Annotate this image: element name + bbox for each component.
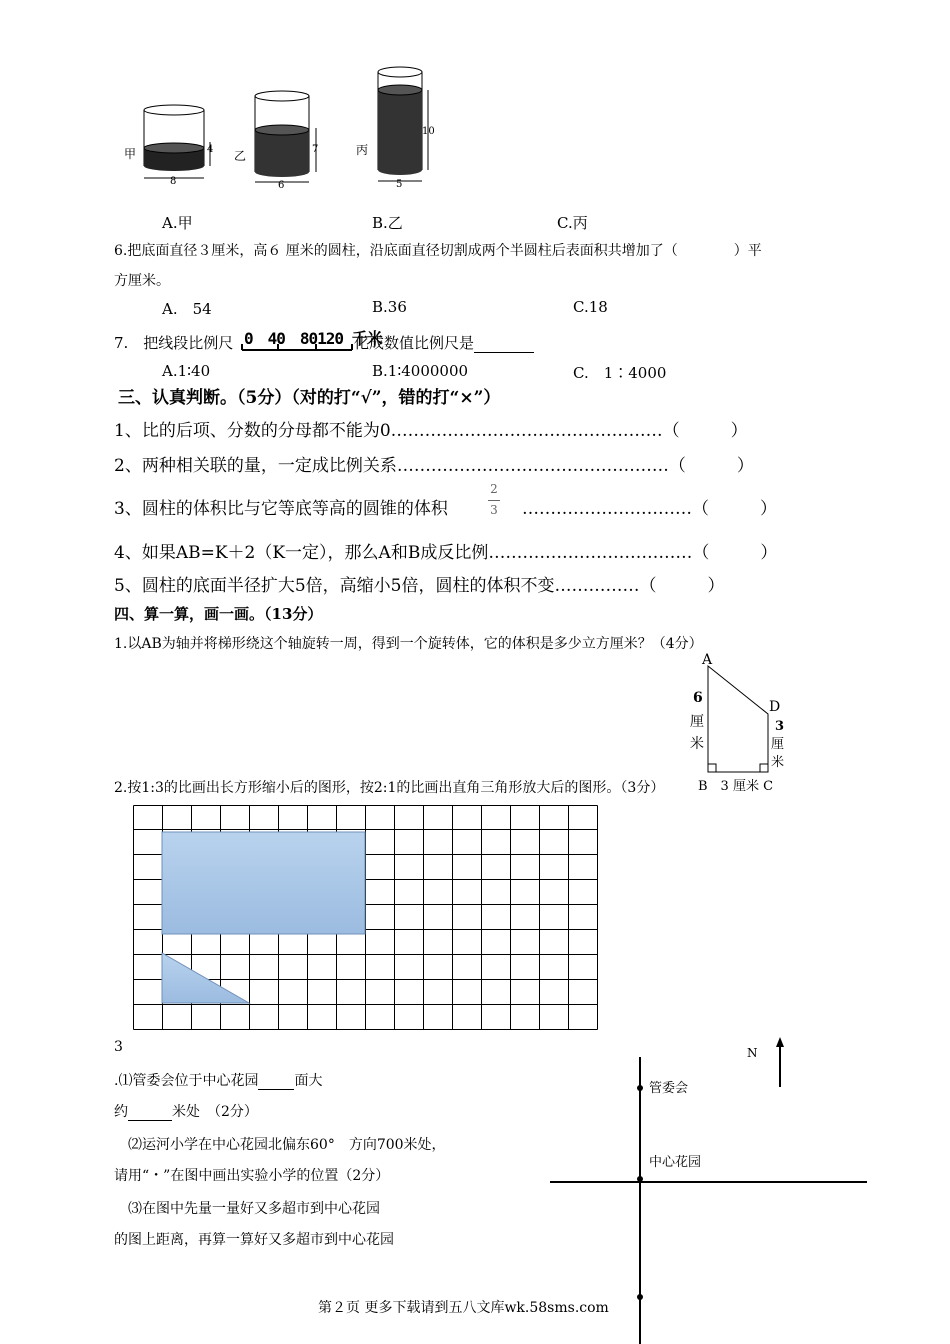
q3-l2a: 约 bbox=[114, 1104, 128, 1120]
cylinder-jia-label: 甲 bbox=[124, 147, 137, 161]
jia-width: 8 bbox=[170, 176, 177, 187]
s4-q3-number: 3 bbox=[114, 1039, 123, 1055]
q6-option-a[interactable]: A. 54 bbox=[162, 300, 212, 318]
north-arrow-icon bbox=[776, 1037, 784, 1087]
scale-bar-line bbox=[240, 342, 360, 354]
judge-item-4: 4、如果AB=K＋2（K一定），那么A和B成反比例………………………………（ ） bbox=[114, 543, 778, 563]
q6-option-b[interactable]: B.36 bbox=[372, 298, 407, 316]
cylinder-jia bbox=[124, 105, 213, 187]
q7-scale-text: 0 40 80120 千米 bbox=[244, 329, 382, 348]
q3-l1a: .⑴管委会位于中心花园 bbox=[114, 1073, 259, 1089]
direction-blank[interactable] bbox=[258, 1073, 294, 1090]
center-garden-dot bbox=[637, 1176, 643, 1182]
cylinder-bing bbox=[356, 67, 435, 190]
q6-line2: 方厘米。 bbox=[114, 273, 170, 289]
q7-suffix bbox=[354, 332, 534, 353]
page-footer: 第２页 更多下载请到五八文库wk.58sms.com bbox=[318, 1300, 609, 1316]
judge-item-1: 1、比的后项、分数的分母都不能为0…………………………………………（ ） bbox=[114, 421, 748, 441]
trap-right-li: 厘 bbox=[771, 737, 785, 752]
bing-height: 10 bbox=[422, 126, 435, 137]
section4-title: 四、算一算，画一画。（13分） bbox=[114, 605, 323, 623]
trap-left-li: 厘 bbox=[690, 714, 704, 730]
q6-line1: 6.把底面直径３厘米，高６ 厘米的圆柱，沿底面直径切割成两个半圆柱后表面积共增加了（ ）平 bbox=[114, 243, 762, 259]
fraction-bar bbox=[488, 500, 500, 501]
s4-q3-line6: 的图上距离，再算一算好又多超市到中心花园 bbox=[114, 1232, 394, 1248]
cylinders-figure bbox=[110, 60, 470, 195]
guanweihui-dot bbox=[637, 1085, 643, 1091]
jia-height: 4 bbox=[207, 144, 214, 155]
s4-q3-line2 bbox=[114, 1101, 258, 1121]
s4-q2: 2.按1:3的比画出长方形缩小后的图形，按2:1的比画出直角三角形放大后的图形。（3分） bbox=[114, 780, 665, 796]
supermarket-dot bbox=[637, 1294, 643, 1300]
s4-q3-line1 bbox=[114, 1070, 322, 1090]
q3-l1b: 面大 bbox=[294, 1073, 323, 1089]
yi-width: 6 bbox=[278, 180, 285, 191]
q7-option-c[interactable]: C. 1∶4000 bbox=[573, 364, 667, 382]
trap-right-mi: 米 bbox=[771, 755, 785, 770]
q7-answer-blank[interactable] bbox=[474, 334, 534, 353]
q7-option-b[interactable]: B.1∶4000000 bbox=[372, 362, 469, 380]
cylinder-bing-label: 丙 bbox=[356, 143, 369, 157]
section3-title: 三、认真判断。（5分）（对的打“√”，错的打“×”） bbox=[118, 388, 501, 408]
trap-bottom: B 3 厘米 C bbox=[698, 779, 774, 794]
q7-suffix-text: 化成数值比例尺是 bbox=[354, 334, 475, 352]
vertex-a: A bbox=[702, 652, 713, 668]
s4-q3-line4: 请用“・”在图中画出实验小学的位置（2分） bbox=[114, 1168, 390, 1184]
cylinder-yi bbox=[234, 91, 318, 191]
rectangle-shape bbox=[162, 832, 365, 934]
s4-q3-line3: ⑵运河小学在中心花园北偏东60° 方向700米处， bbox=[128, 1137, 446, 1153]
judge-item-3: 3、圆柱的体积比与它等底等高的圆锥的体积 bbox=[114, 499, 448, 519]
s4-q3-line5: ⑶在图中先量一量好又多超市到中心花园 bbox=[128, 1201, 380, 1217]
fraction-numerator: 2 bbox=[490, 482, 498, 496]
trap-left-mi: 米 bbox=[690, 736, 704, 752]
q5-option-a[interactable]: A.甲 bbox=[162, 214, 193, 232]
q7-option-a[interactable]: A.1∶40 bbox=[162, 362, 211, 380]
s4-q1: 1.以AB为轴并将梯形绕这个轴旋转一周，得到一个旋转体，它的体积是多少立方厘米？（4分） bbox=[114, 636, 703, 652]
q5-option-b[interactable]: B.乙 bbox=[372, 214, 403, 232]
vertex-d: D bbox=[769, 699, 781, 715]
yi-height: 7 bbox=[312, 144, 319, 155]
bing-width: 5 bbox=[396, 179, 403, 190]
q3-l2b: 米处 （2分） bbox=[172, 1104, 258, 1120]
judge-item-2: 2、两种相关联的量，一定成比例关系…………………………………………（ ） bbox=[114, 456, 754, 476]
north-label: N bbox=[747, 1046, 758, 1060]
fraction-denominator: 3 bbox=[490, 503, 498, 517]
q7-prefix: 7. 把线段比例尺 bbox=[114, 334, 234, 352]
judge-item-3-tail: …………………………（ ） bbox=[522, 499, 777, 519]
trap-right-3: 3 bbox=[775, 719, 785, 734]
cylinder-yi-label: 乙 bbox=[234, 149, 247, 163]
drawing-grid[interactable] bbox=[133, 805, 599, 1031]
q6-option-c[interactable]: C.18 bbox=[573, 298, 608, 316]
trapezoid-figure bbox=[680, 648, 800, 796]
label-guanweihui: 管委会 bbox=[649, 1081, 689, 1096]
right-triangle-shape bbox=[162, 953, 249, 1003]
q5-option-c[interactable]: C.丙 bbox=[557, 214, 588, 232]
distance-blank[interactable] bbox=[128, 1104, 172, 1121]
label-center-garden: 中心花园 bbox=[649, 1155, 702, 1170]
trap-left-6: 6 bbox=[693, 690, 703, 706]
judge-item-5: 5、圆柱的底面半径扩大5倍，高缩小5倍，圆柱的体积不变……………（ ） bbox=[114, 576, 725, 596]
